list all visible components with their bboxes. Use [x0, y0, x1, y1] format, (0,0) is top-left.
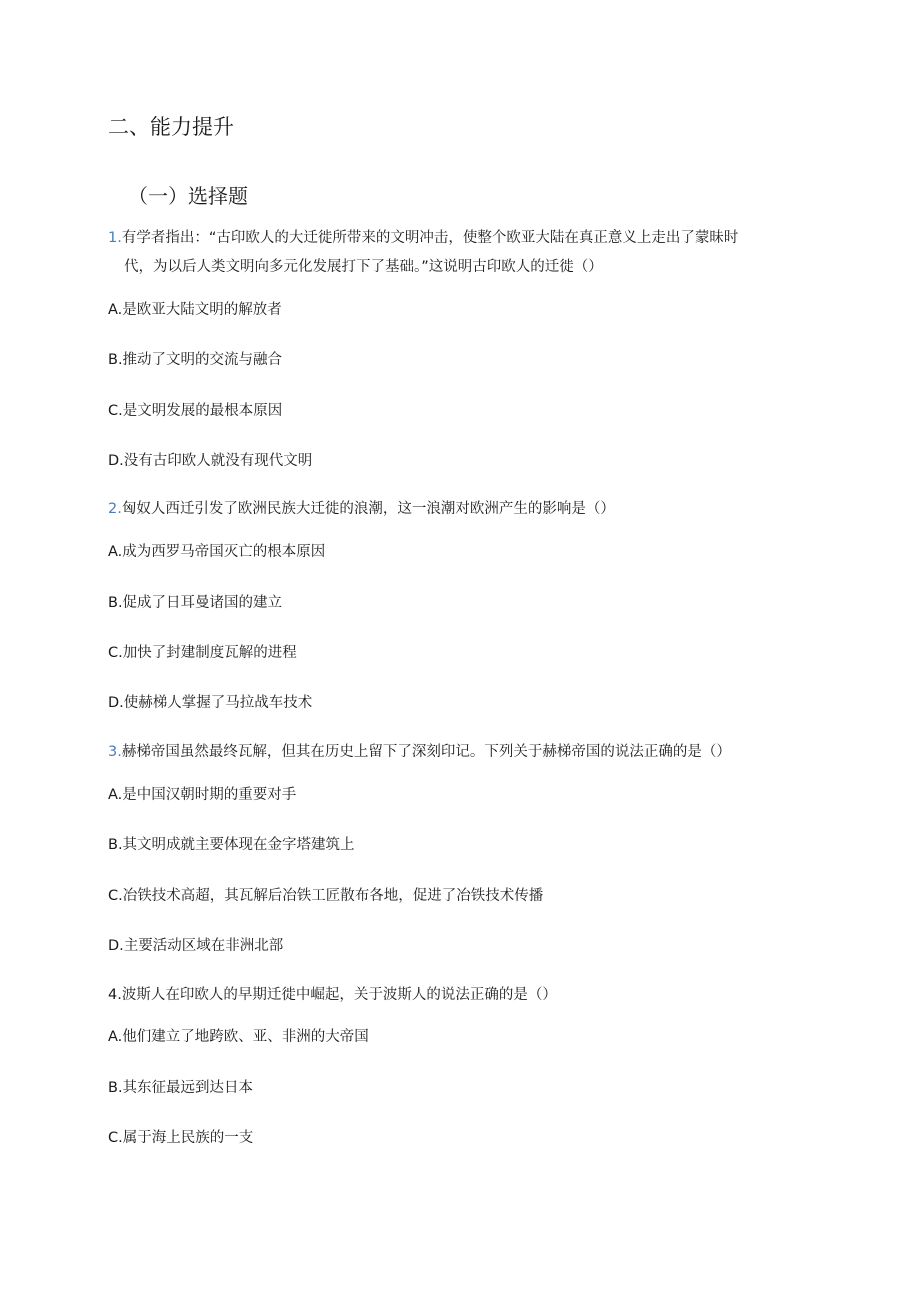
section-title: 二、能力提升	[108, 115, 234, 139]
question-3-stem	[108, 742, 731, 762]
question-2-option-b: B.促成了日耳曼诸国的建立	[108, 595, 283, 611]
question-4-number: 4.	[108, 987, 122, 1003]
question-2-option-a: A.成为西罗马帝国灭亡的根本原因	[108, 544, 326, 560]
question-1-option-a: A.是欧亚大陆文明的解放者	[108, 302, 282, 318]
question-3-stem-line1: 赫梯帝国虽然最终瓦解，但其在历史上留下了深刻印记。下列关于赫梯帝国的说法正确的是（）	[121, 744, 731, 760]
question-2-option-c: C.加快了封建制度瓦解的进程	[108, 645, 297, 661]
question-1-option-b: B.推动了文明的交流与融合	[108, 352, 283, 368]
question-1-option-d: D.没有古印欧人就没有现代文明	[108, 453, 313, 469]
subsection-title: （一）选择题	[128, 184, 248, 208]
question-4-stem-line1: 波斯人在印欧人的早期迁徙中崛起，关于波斯人的说法正确的是（）	[121, 987, 557, 1003]
question-1-number: 1.	[108, 230, 122, 246]
question-3-number: 3.	[108, 744, 122, 760]
question-2-option-d: D.使赫梯人掌握了马拉战车技术	[108, 695, 313, 711]
question-1-stem-line1: 有学者指出：“古印欧人的大迁徙所带来的文明冲击，使整个欧亚大陆在真正意义上走出了蒙昧时	[121, 230, 739, 246]
question-3-option-a: A.是中国汉朝时期的重要对手	[108, 787, 297, 803]
question-4-option-a: A.他们建立了地跨欧、亚、非洲的大帝国	[108, 1029, 369, 1045]
question-2-stem-line1: 匈奴人西迁引发了欧洲民族大迁徙的浪潮，这一浪潮对欧洲产生的影响是（）	[121, 501, 615, 517]
question-3-option-b: B.其文明成就主要体现在金字塔建筑上	[108, 837, 355, 853]
question-1-stem	[108, 228, 738, 248]
question-1-stem-line2: 代，为以后人类文明向多元化发展打下了基础。”这说明古印欧人的迁徙（）	[124, 259, 603, 275]
question-4-stem	[108, 985, 557, 1005]
question-4-option-b: B.其东征最远到达日本	[108, 1080, 254, 1096]
question-2-stem	[108, 499, 615, 519]
question-1-option-c: C.是文明发展的最根本原因	[108, 403, 283, 419]
question-3-option-c: C.冶铁技术高超，其瓦解后冶铁工匠散布各地，促进了冶铁技术传播	[108, 888, 544, 904]
question-3-option-d: D.主要活动区域在非洲北部	[108, 938, 284, 954]
question-4-option-c: C.属于海上民族的一支	[108, 1130, 254, 1146]
question-2-number: 2.	[108, 501, 122, 517]
